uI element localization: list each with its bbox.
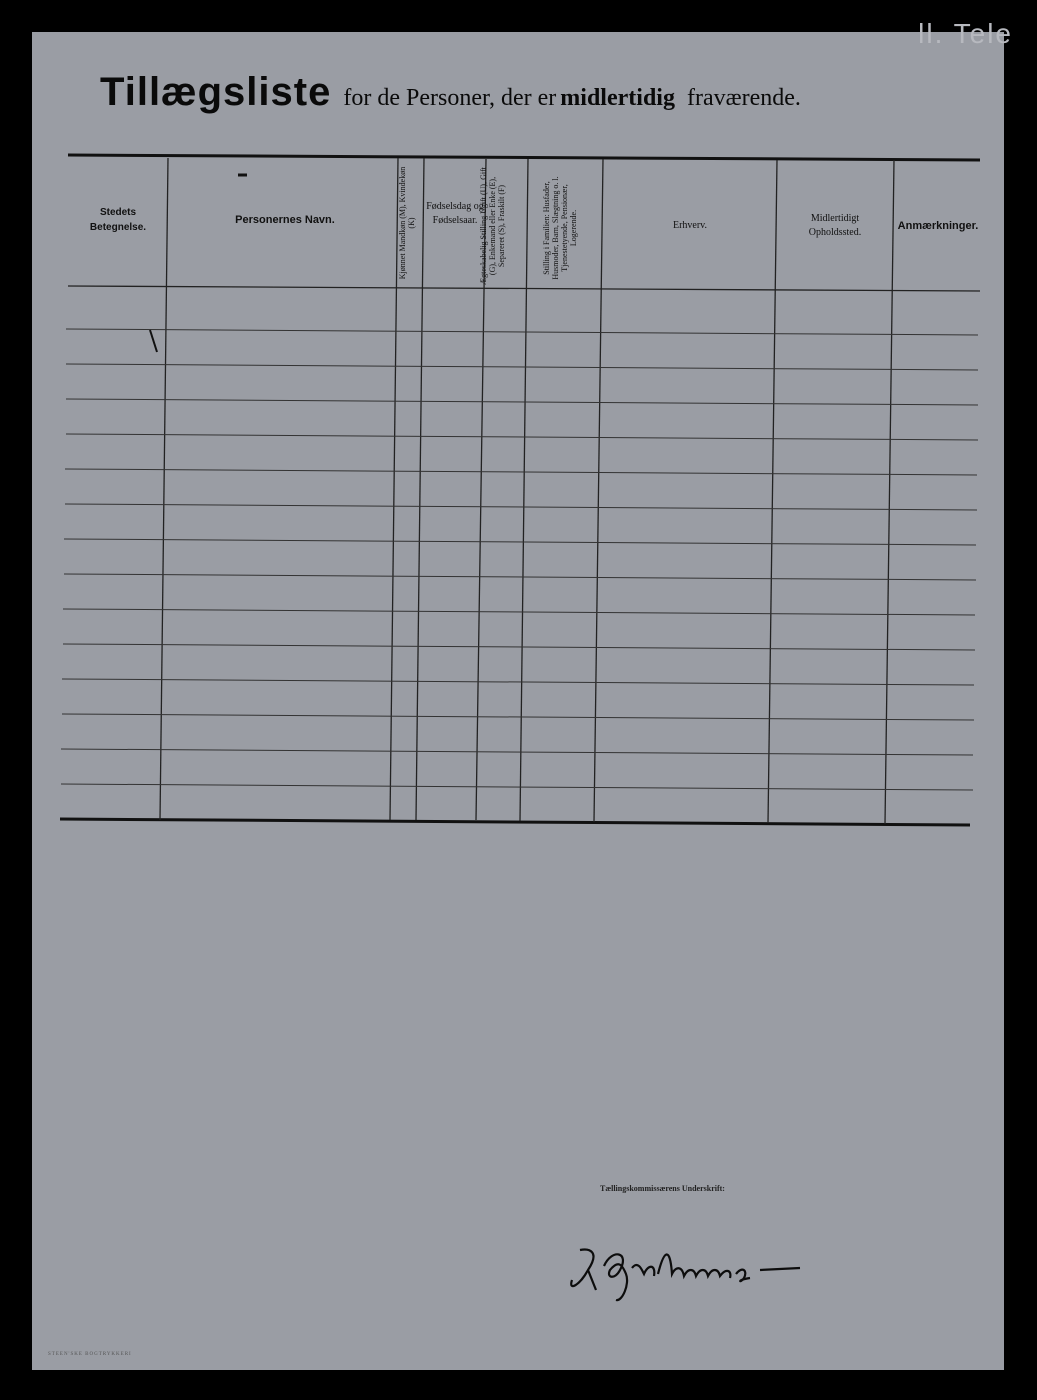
corner-archive-mark: ll. Tele xyxy=(918,18,1013,49)
column-header-familie: Stilling i Familien: Husfader, Husmoder, Barn, Slægtning o. l. Tjenestetyende, Pensionær, Logerende. xyxy=(542,176,578,280)
column-header-anmaerkninger: Anmærkninger. xyxy=(897,220,979,232)
form-title-emphasis: midlertidig xyxy=(560,85,675,111)
column-header-stedets: Stedets Betegnelse. xyxy=(89,207,147,233)
column-header-navn: Personernes Navn. xyxy=(235,214,335,226)
column-header-opholdssted: Midlertidigt Opholdssted. xyxy=(808,213,862,238)
column-header-erhverv: Erhverv. xyxy=(672,220,708,231)
form-title-middle: for de Personer, der er xyxy=(343,85,557,111)
column-header-fodsel: Fødselsdag og Fødselsaar. xyxy=(426,201,484,226)
signature-handwritten xyxy=(560,1230,820,1310)
form-title-main: Tillægsliste xyxy=(100,70,332,114)
printer-imprint: STEEN'SKE BOGTRYKKERI xyxy=(48,1352,132,1357)
column-header-aegtestand: Ægteskabelig Stilling Ugift (U), Gift (G), Enkemand eller Enke (E), Separeret (S), Fraskilt (F) xyxy=(479,167,506,285)
signature-caption: Tællingskommissærens Underskrift: xyxy=(600,1184,725,1193)
column-header-kjon: Kjønnet Mandkøn (M), Kvindekøn (K) xyxy=(398,166,416,280)
form-title-end: fraværende. xyxy=(686,85,801,111)
